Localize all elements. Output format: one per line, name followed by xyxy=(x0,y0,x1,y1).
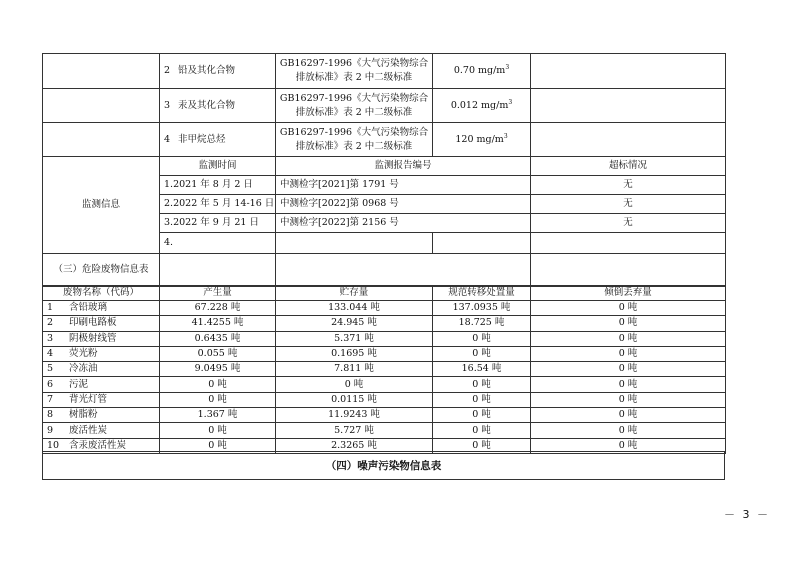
pollutant-row xyxy=(43,123,726,157)
dumped-amount: 0 吨 xyxy=(531,408,726,423)
header-stored: 贮存量 xyxy=(276,286,433,301)
exceed-status: 无 xyxy=(531,176,726,195)
produced-amount: 0.6435 吨 xyxy=(160,331,276,346)
waste-no: 3 xyxy=(47,332,54,344)
stored-amount: 2.3265 吨 xyxy=(276,438,433,453)
waste-name: 荧光粉 xyxy=(69,348,98,360)
waste-name-cell xyxy=(43,392,160,407)
waste-name: 印刷电路板 xyxy=(69,317,117,329)
header-exceed: 超标情况 xyxy=(531,157,726,176)
dumped-amount: 0 吨 xyxy=(531,362,726,377)
waste-name: 冷冻油 xyxy=(69,363,98,375)
transferred-amount: 16.54 吨 xyxy=(433,362,531,377)
stored-amount: 11.9243 吨 xyxy=(276,408,433,423)
waste-no: 2 xyxy=(47,317,54,329)
waste-no: 9 xyxy=(47,424,54,436)
hazardous-waste-table xyxy=(42,285,726,454)
dumped-amount: 0 吨 xyxy=(531,438,726,453)
report-no: 中测检字[2022]第 0968 号 xyxy=(276,195,531,214)
waste-name-cell xyxy=(43,316,160,331)
table-row xyxy=(43,362,726,377)
stored-amount: 0 吨 xyxy=(276,377,433,392)
monitoring-label: 监测信息 xyxy=(43,157,160,254)
waste-name: 含铅玻璃 xyxy=(69,302,108,314)
air-pollutant-table xyxy=(42,53,726,287)
noise-section-title: （四）噪声污染物信息表 xyxy=(43,452,725,480)
waste-name: 背光灯管 xyxy=(69,393,108,405)
stored-amount: 5.371 吨 xyxy=(276,331,433,346)
dumped-amount: 0 吨 xyxy=(531,301,726,316)
header-report-no: 监测报告编号 xyxy=(276,157,531,176)
standard-line: GB16297-1996《大气污染物综合 xyxy=(279,92,429,104)
waste-name: 废活性炭 xyxy=(69,424,108,436)
pollutant-name: 铅及其化合物 xyxy=(178,65,236,76)
produced-amount: 9.0495 吨 xyxy=(160,362,276,377)
limit-value: 0.012 mg/m xyxy=(450,99,509,111)
unit-superscript: 3 xyxy=(508,98,513,106)
produced-amount: 0.055 吨 xyxy=(160,346,276,361)
transferred-amount: 0 吨 xyxy=(433,331,531,346)
table-row xyxy=(43,301,726,316)
produced-amount: 0 吨 xyxy=(160,423,276,438)
dumped-amount: 0 吨 xyxy=(531,377,726,392)
waste-name-cell xyxy=(43,331,160,346)
monitor-time: 2.2022 年 5 月 14-16 日 xyxy=(160,195,276,214)
stored-amount: 24.945 吨 xyxy=(276,316,433,331)
waste-no: 4 xyxy=(47,348,54,360)
waste-no: 6 xyxy=(47,378,54,390)
exceed-status xyxy=(531,233,726,254)
unit-superscript: 3 xyxy=(503,132,508,140)
table-row xyxy=(43,392,726,407)
waste-name-cell xyxy=(43,362,160,377)
header-transferred: 规范转移处置量 xyxy=(433,286,531,301)
table-row xyxy=(43,408,726,423)
standard-line: 排放标准》表 2 中二级标准 xyxy=(295,72,413,83)
waste-name: 污泥 xyxy=(69,378,89,390)
stored-amount: 0.0115 吨 xyxy=(276,392,433,407)
transferred-amount: 0 吨 xyxy=(433,408,531,423)
table-row xyxy=(43,423,726,438)
exceed-status: 无 xyxy=(531,195,726,214)
waste-no: 10 xyxy=(47,439,60,451)
header-produced: 产生量 xyxy=(160,286,276,301)
exceed-status: 无 xyxy=(531,214,726,233)
header-monitor-time: 监测时间 xyxy=(160,157,276,176)
standard-line: 排放标准》表 2 中二级标准 xyxy=(295,106,413,118)
stored-amount: 7.811 吨 xyxy=(276,362,433,377)
pollutant-no: 2 xyxy=(164,65,171,76)
transferred-amount: 0 吨 xyxy=(433,392,531,407)
waste-name-cell xyxy=(43,346,160,361)
dumped-amount: 0 吨 xyxy=(531,392,726,407)
waste-name-cell xyxy=(43,408,160,423)
transferred-amount: 0 吨 xyxy=(433,377,531,392)
table-row xyxy=(43,316,726,331)
waste-name: 阴极射线管 xyxy=(69,332,117,344)
produced-amount: 0 吨 xyxy=(160,438,276,453)
pollutant-no: 3 xyxy=(164,99,171,111)
standard-line: 排放标准》表 2 中二级标准 xyxy=(295,140,413,152)
produced-amount: 0 吨 xyxy=(160,392,276,407)
waste-name: 树脂粉 xyxy=(69,409,98,421)
waste-name: 含汞废活性炭 xyxy=(69,439,127,451)
waste-no: 8 xyxy=(47,409,54,421)
pollutant-no: 4 xyxy=(164,133,171,145)
hazardous-header-row xyxy=(43,286,726,301)
table-row xyxy=(43,346,726,361)
report-no: 中测检字[2021]第 1791 号 xyxy=(276,176,531,195)
pollutant-row xyxy=(43,89,726,123)
waste-no: 7 xyxy=(47,393,54,405)
transferred-amount: 0 吨 xyxy=(433,438,531,453)
standard-line: GB16297-1996《大气污染物综合 xyxy=(279,58,429,69)
pollutant-name: 汞及其化合物 xyxy=(178,99,236,111)
report-no: 中测检字[2022]第 2156 号 xyxy=(276,214,531,233)
stored-amount: 5.727 吨 xyxy=(276,423,433,438)
hazardous-section-title: （三）危险废物信息表 xyxy=(43,254,160,287)
monitor-time: 1.2021 年 8 月 2 日 xyxy=(160,176,276,195)
hazardous-section-row xyxy=(43,254,726,287)
stored-amount: 0.1695 吨 xyxy=(276,346,433,361)
produced-amount: 67.228 吨 xyxy=(160,301,276,316)
header-waste-name: 废物名称（代码） xyxy=(43,286,160,301)
table-row xyxy=(43,377,726,392)
dumped-amount: 0 吨 xyxy=(531,423,726,438)
dumped-amount: 0 吨 xyxy=(531,316,726,331)
waste-name-cell xyxy=(43,423,160,438)
waste-name-cell xyxy=(43,301,160,316)
limit-value: 0.70 mg/m xyxy=(453,65,506,76)
transferred-amount: 137.0935 吨 xyxy=(433,301,531,316)
waste-name-cell xyxy=(43,377,160,392)
stored-amount: 133.044 吨 xyxy=(276,301,433,316)
noise-table xyxy=(42,451,725,480)
header-dumped: 倾倒丢弃量 xyxy=(531,286,726,301)
page-number: － 3 － xyxy=(724,508,770,521)
report-no xyxy=(276,233,433,254)
unit-superscript: 3 xyxy=(505,64,510,71)
standard-line: GB16297-1996《大气污染物综合 xyxy=(279,126,429,138)
pollutant-row xyxy=(43,54,726,89)
table-row xyxy=(43,331,726,346)
limit-value: 120 mg/m xyxy=(455,133,504,145)
monitoring-header-row xyxy=(43,157,726,176)
transferred-amount: 0 吨 xyxy=(433,423,531,438)
transferred-amount: 0 吨 xyxy=(433,346,531,361)
produced-amount: 0 吨 xyxy=(160,377,276,392)
monitor-time: 4. xyxy=(160,233,276,254)
pollutant-name: 非甲烷总烃 xyxy=(178,133,226,145)
dumped-amount: 0 吨 xyxy=(531,346,726,361)
transferred-amount: 18.725 吨 xyxy=(433,316,531,331)
dumped-amount: 0 吨 xyxy=(531,331,726,346)
monitor-time: 3.2022 年 9 月 21 日 xyxy=(160,214,276,233)
waste-no: 1 xyxy=(47,302,54,314)
produced-amount: 1.367 吨 xyxy=(160,408,276,423)
waste-no: 5 xyxy=(47,363,54,375)
produced-amount: 41.4255 吨 xyxy=(160,316,276,331)
